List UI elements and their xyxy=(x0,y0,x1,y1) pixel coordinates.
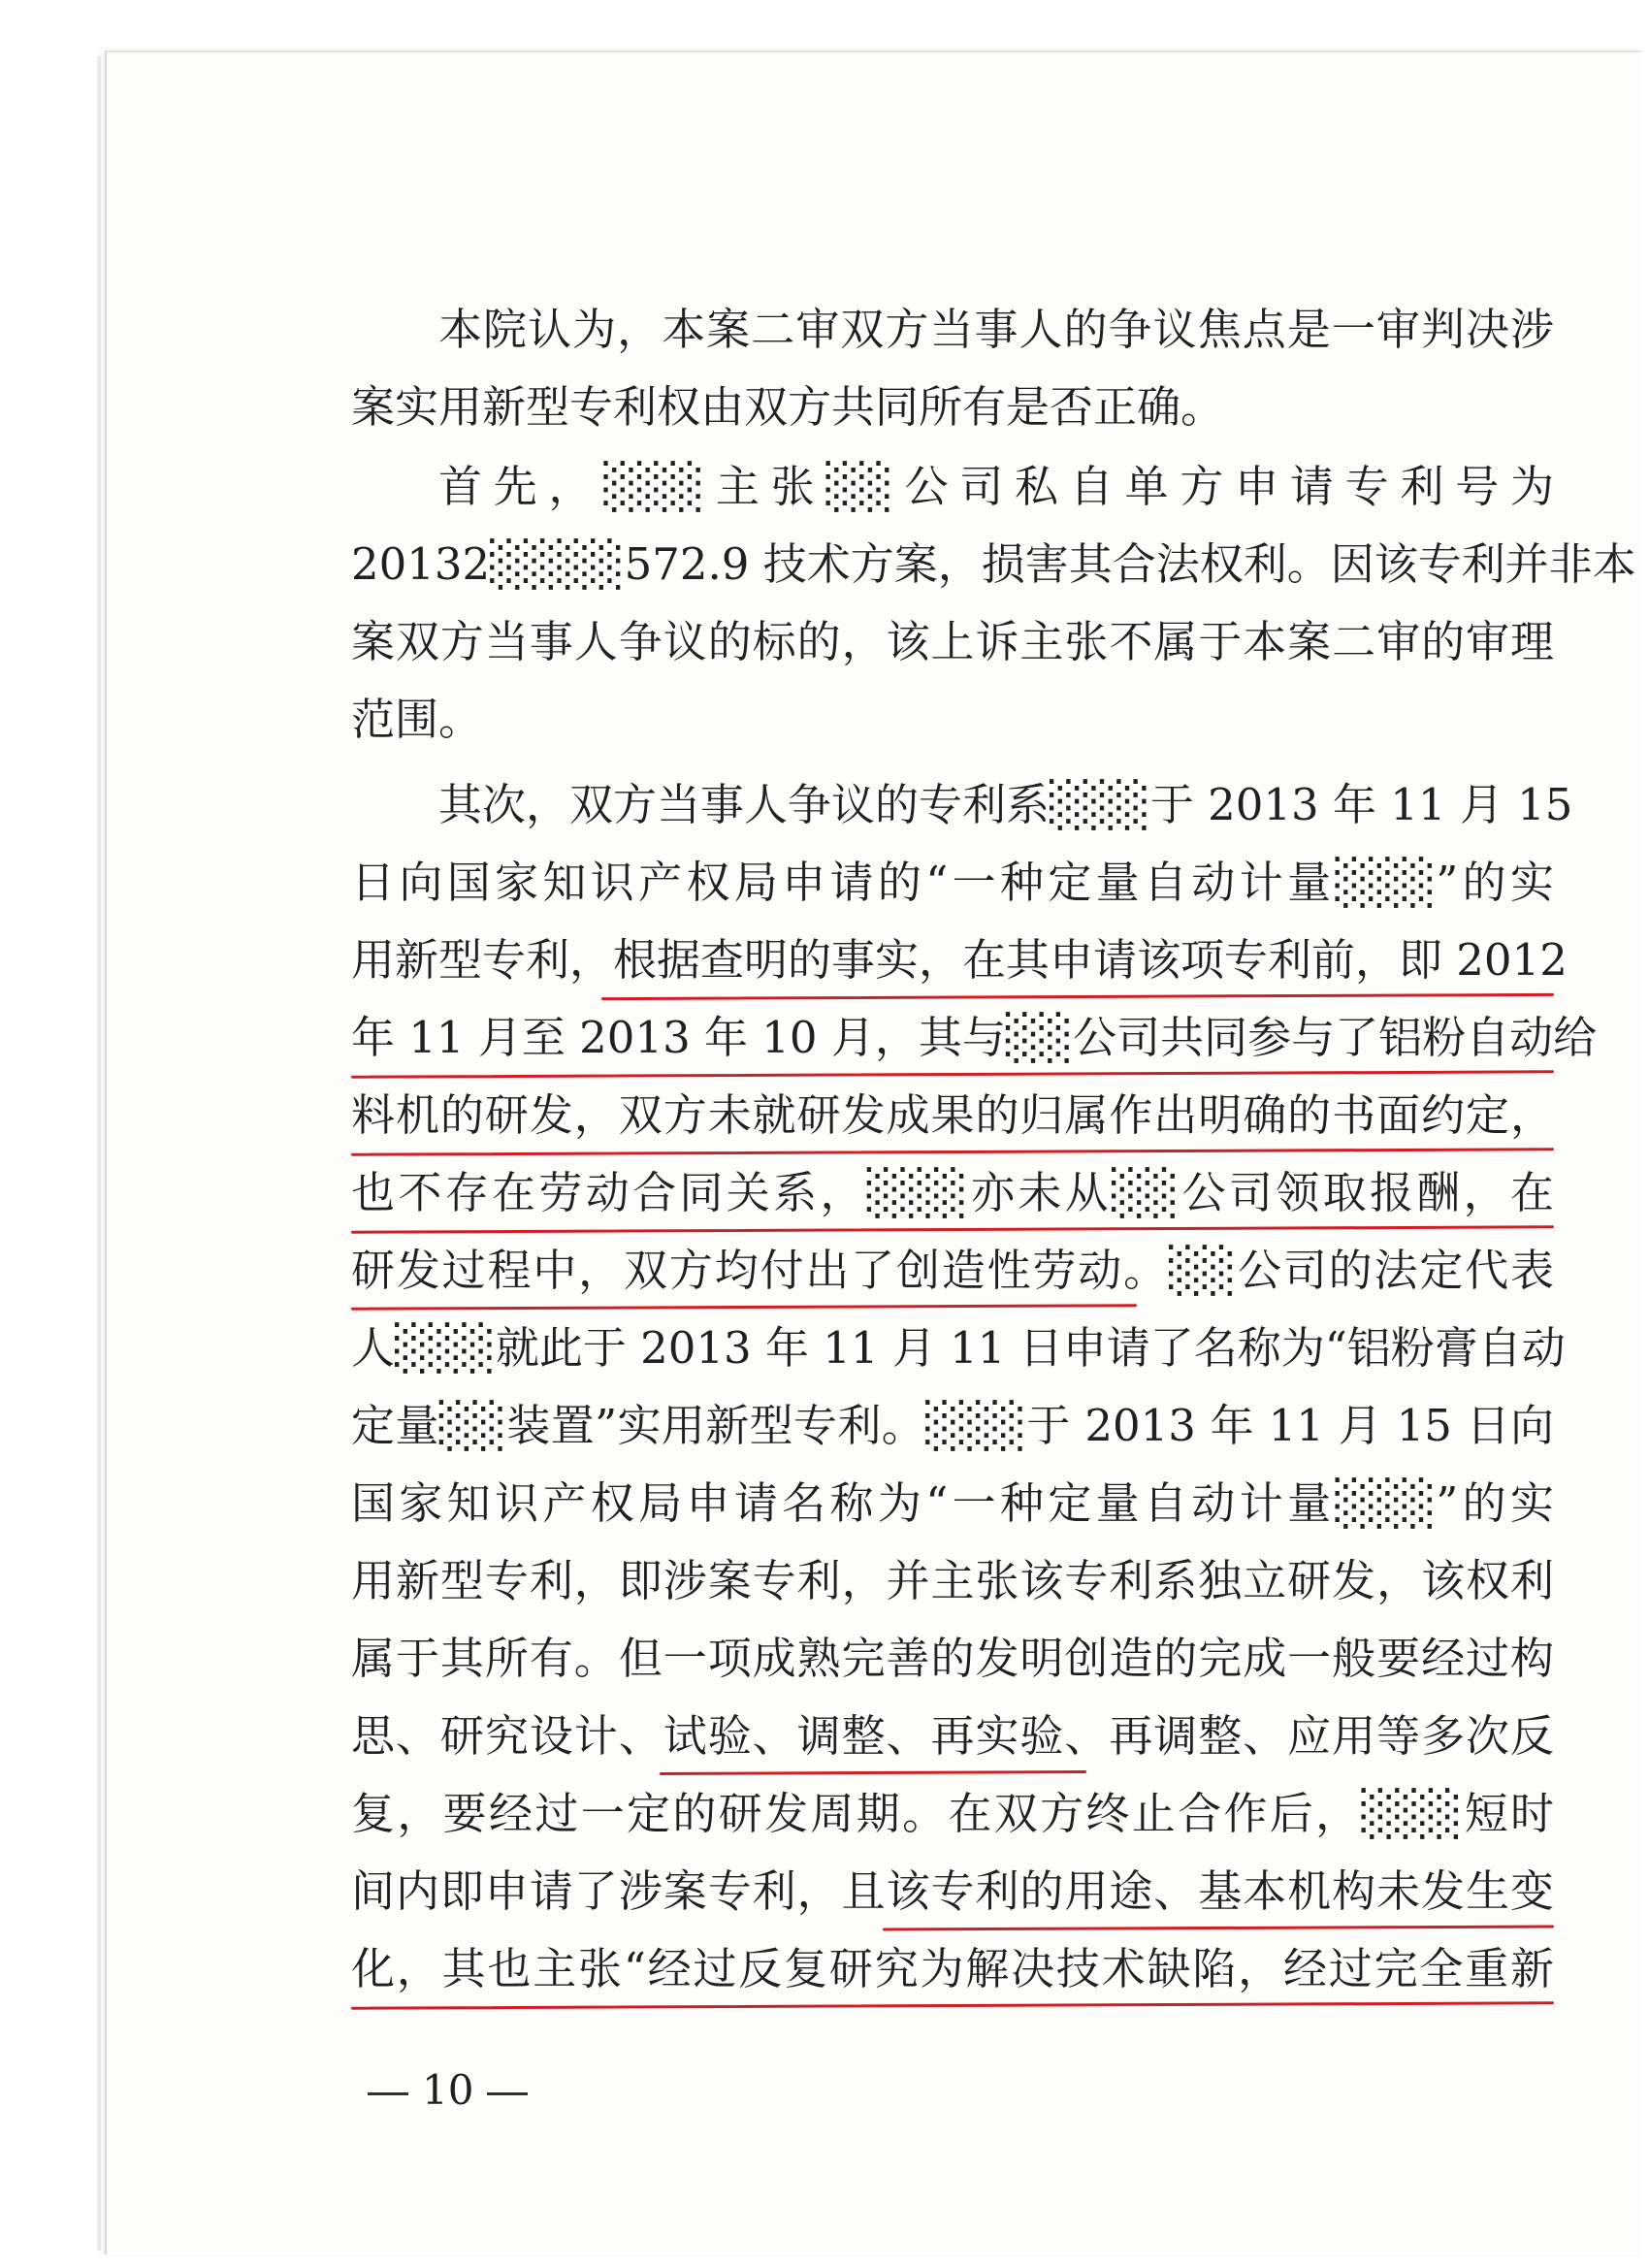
page-number: 10 xyxy=(422,2066,474,2114)
text-line: 人░░░就此于 2013 年 11 月 11 日申请了名称为“铝粉膏自动 xyxy=(351,1322,1566,1374)
text-line: 首先，░░░主张░░公司私自单方申请专利号为 xyxy=(438,461,1554,512)
text-line: 思、研究设计、试验、调整、再实验、再调整、应用等多次反 xyxy=(351,1710,1554,1762)
text-line: 用新型专利，根据查明的事实，在其申请该项专利前，即 2012 xyxy=(351,934,1568,986)
page-edge-shadow xyxy=(97,56,101,2251)
text-line: 日向国家知识产权局申请的“一种定量自动计量░░░”的实 xyxy=(351,857,1554,908)
text-line: 研发过程中，双方均付出了创造性劳动。░░公司的法定代表 xyxy=(351,1245,1554,1296)
text-line: 属于其所有。但一项成熟完善的发明创造的完成一般要经过构 xyxy=(351,1633,1554,1684)
text-line: 国家知识产权局申请名称为“一种定量自动计量░░░”的实 xyxy=(351,1477,1554,1529)
text-line: 本院认为，本案二审双方当事人的争议焦点是一审判决涉 xyxy=(438,304,1554,355)
footer-dash-left xyxy=(368,2092,408,2095)
text-line: 复，要经过一定的研发周期。在双方终止合作后，░░░短时 xyxy=(351,1788,1554,1839)
text-line: 案实用新型专利权由双方共同所有是否正确。 xyxy=(351,381,1225,433)
text-line: 间内即申请了涉案专利，且该专利的用途、基本机构未发生变 xyxy=(351,1865,1554,1917)
text-line: 年 11 月至 2013 年 10 月，其与░░公司共同参与了铝粉自动给 xyxy=(351,1012,1598,1063)
text-line: 范围。 xyxy=(351,694,483,745)
text-line: 20132░░░░572.9 技术方案，损害其合法权利。因该专利并非本 xyxy=(351,538,1636,590)
text-line: 用新型专利，即涉案专利，并主张该专利系独立研发，该权利 xyxy=(351,1555,1554,1606)
text-line: 也不存在劳动合同关系，░░░亦未从░░公司领取报酬，在 xyxy=(351,1167,1554,1218)
page-number-footer xyxy=(354,2066,541,2114)
text-line: 定量░░装置”实用新型专利。░░░于 2013 年 11 月 15 日向 xyxy=(351,1400,1554,1451)
text-line: 案双方当事人争议的标的，该上诉主张不属于本案二审的审理 xyxy=(351,616,1554,667)
text-line: 其次，双方当事人争议的专利系░░░于 2013 年 11 月 15 xyxy=(438,779,1573,830)
text-line: 料机的研发，双方未就研发成果的归属作出明确的书面约定， xyxy=(351,1089,1554,1141)
text-line: 化，其也主张“经过反复研究为解决技术缺陷，经过完全重新 xyxy=(351,1943,1554,1994)
footer-dash-right xyxy=(487,2092,528,2095)
